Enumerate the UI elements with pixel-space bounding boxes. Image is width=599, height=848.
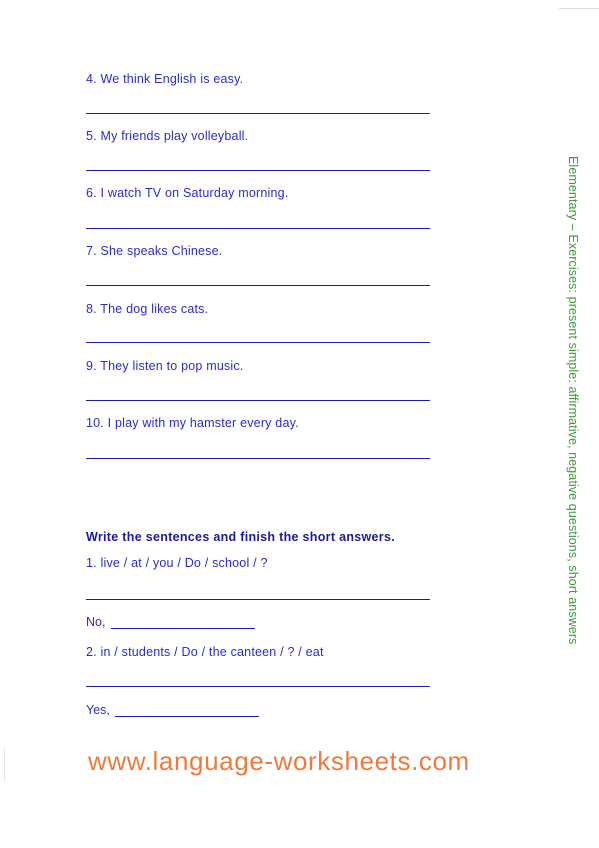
exercise-item-10: 10. I play with my hamster every day. bbox=[86, 416, 299, 430]
answer-line-7 bbox=[86, 285, 430, 286]
footer-website-url: www.language-worksheets.com bbox=[88, 746, 470, 776]
answer-line-5 bbox=[86, 170, 430, 171]
exercise-item-4: 4. We think English is easy. bbox=[86, 72, 244, 86]
short-answer-2 bbox=[86, 703, 259, 717]
answer-line-10 bbox=[86, 458, 430, 459]
exercise-item-6: 6. I watch TV on Saturday morning. bbox=[86, 186, 289, 200]
exercise-item-9: 9. They listen to pop music. bbox=[86, 359, 244, 373]
answer-line-9 bbox=[86, 400, 430, 401]
short-answer-2-prefix: Yes, bbox=[86, 703, 110, 717]
answer-line-4 bbox=[86, 113, 430, 114]
answer-line-8 bbox=[86, 342, 430, 343]
answer-line-b1 bbox=[86, 599, 430, 600]
page-margin-mark bbox=[4, 748, 5, 782]
answer-line-b2 bbox=[86, 686, 430, 687]
exercise-item-7: 7. She speaks Chinese. bbox=[86, 244, 223, 258]
short-answer-1-prefix: No, bbox=[86, 615, 106, 629]
short-answer-2-blank bbox=[115, 703, 259, 717]
page-corner-edge bbox=[559, 0, 599, 9]
short-answer-1 bbox=[86, 615, 255, 629]
short-answer-1-blank bbox=[111, 615, 255, 629]
sidebar-title: Elementary – Exercises: present simple: affirmative, negative questions, short answers bbox=[566, 156, 580, 645]
exercise-item-8: 8. The dog likes cats. bbox=[86, 302, 209, 316]
section-heading: Write the sentences and finish the short answers. bbox=[86, 530, 395, 544]
scrambled-item-2: 2. in / students / Do / the canteen / ? / eat bbox=[86, 645, 324, 659]
scrambled-item-1: 1. live / at / you / Do / school / ? bbox=[86, 556, 268, 570]
answer-line-6 bbox=[86, 228, 430, 229]
exercise-item-5: 5. My friends play volleyball. bbox=[86, 129, 249, 143]
